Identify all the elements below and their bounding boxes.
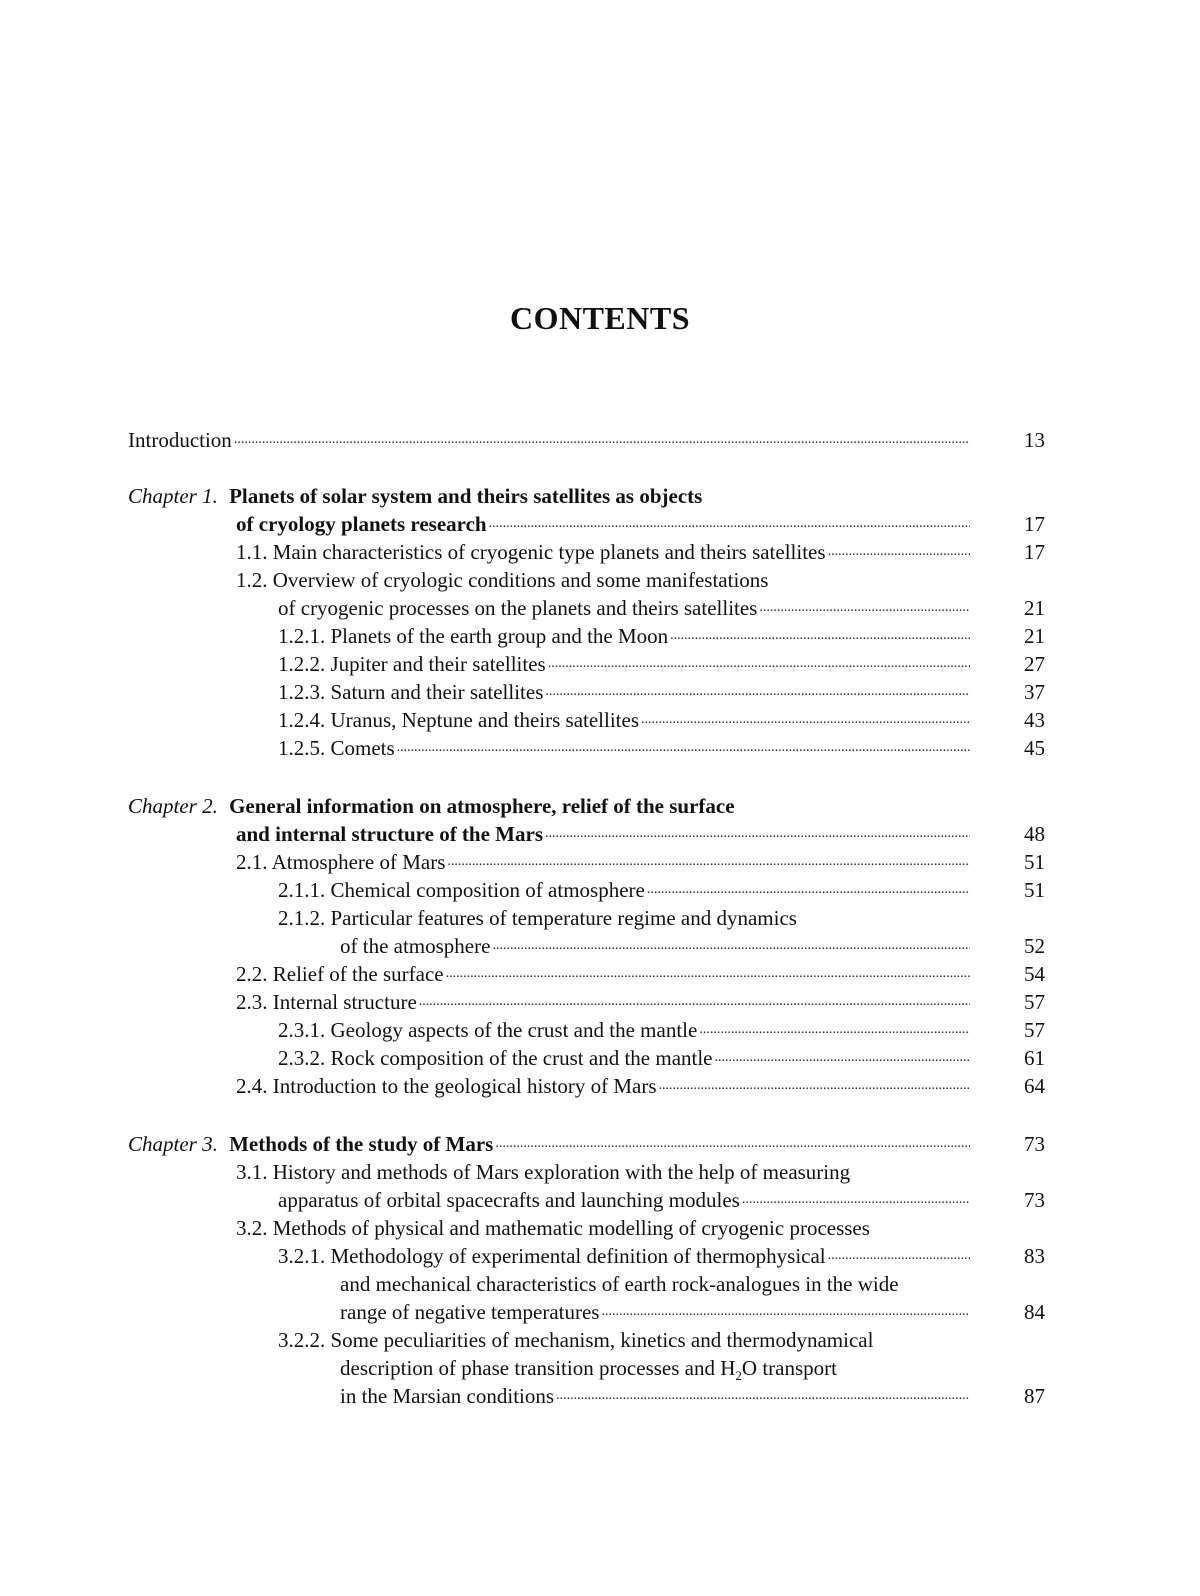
chapter-title: of cryology planets research xyxy=(236,510,487,538)
toc-page-number: 57 xyxy=(995,1016,1045,1044)
toc-entry xyxy=(236,960,970,988)
toc-entry-label: apparatus of orbital spacecrafts and launching modules xyxy=(278,1186,740,1214)
toc-entry xyxy=(340,1298,970,1326)
toc-page-number: 61 xyxy=(995,1044,1045,1072)
toc-entry-label: 1.2.4. Uranus, Neptune and theirs satellites xyxy=(278,706,639,734)
toc-entry-label: 3.2.1. Methodology of experimental definition of thermophysical xyxy=(278,1242,826,1270)
toc-entry-label: 1.1. Main characteristics of cryogenic type planets and theirs satellites xyxy=(236,538,826,566)
toc-entry-label: 2.1. Atmosphere of Mars xyxy=(236,848,445,876)
toc-entry: 3.2. Methods of physical and mathematic modelling of cryogenic processes xyxy=(236,1214,870,1242)
toc-entry xyxy=(278,1186,970,1214)
toc-page-number: 84 xyxy=(995,1298,1045,1326)
toc-entry xyxy=(278,1242,970,1270)
toc-entry: and mechanical characteristics of earth rock-analogues in the wide xyxy=(340,1270,899,1298)
toc-entry-label: 2.1.1. Chemical composition of atmosphere xyxy=(278,876,645,904)
toc-entry-label: 1.2.3. Saturn and their satellites xyxy=(278,678,543,706)
toc-entry xyxy=(278,876,970,904)
chapter-1-title-continued xyxy=(236,510,970,538)
chapter-2-title-continued xyxy=(236,820,970,848)
toc-entry-label: 2.3.1. Geology aspects of the crust and the mantle xyxy=(278,1016,697,1044)
toc-entry-h2o xyxy=(340,1354,837,1382)
toc-page-number: 87 xyxy=(995,1382,1045,1410)
toc-entry-label: in the Marsian conditions xyxy=(340,1382,554,1410)
toc-entry-label: description of phase transition processes and H xyxy=(340,1356,735,1380)
toc-page-number: 17 xyxy=(995,538,1045,566)
toc-entry: 1.2. Overview of cryologic conditions and some manifestations xyxy=(236,566,768,594)
chapter-2-heading xyxy=(128,792,735,820)
toc-page-number: 45 xyxy=(995,734,1045,762)
toc-page-number: 83 xyxy=(995,1242,1045,1270)
chapter-3-heading xyxy=(128,1130,970,1158)
chapter-label: Chapter 1. xyxy=(128,484,218,508)
toc-entry: 3.1. History and methods of Mars exploration with the help of measuring xyxy=(236,1158,850,1186)
toc-entry-label: 1.2.5. Comets xyxy=(278,734,395,762)
toc-page-number: 64 xyxy=(995,1072,1045,1100)
chapter-label: Chapter 3. xyxy=(128,1132,218,1156)
toc-page-number: 48 xyxy=(995,820,1045,848)
toc-page-number: 54 xyxy=(995,960,1045,988)
toc-entry xyxy=(278,594,970,622)
toc-page-number: 52 xyxy=(995,932,1045,960)
subscript: 2 xyxy=(735,1368,742,1383)
toc-page-number: 73 xyxy=(995,1186,1045,1214)
toc-entry-label: O transport xyxy=(742,1356,837,1380)
toc-entry-label: 2.4. Introduction to the geological history of Mars xyxy=(236,1072,657,1100)
toc-entry xyxy=(236,848,970,876)
toc-page-number: 21 xyxy=(995,622,1045,650)
toc-entry: 2.1.2. Particular features of temperature regime and dynamics xyxy=(278,904,797,932)
toc-entry xyxy=(278,650,970,678)
chapter-title: Planets of solar system and theirs satellites as objects xyxy=(229,484,702,508)
toc-entry-label: 2.3. Internal structure xyxy=(236,988,417,1016)
chapter-title: Methods of the study of Mars xyxy=(229,1132,493,1156)
table-of-contents xyxy=(0,0,1200,1596)
toc-entry-label: 1.2.2. Jupiter and their satellites xyxy=(278,650,546,678)
toc-entry-label: 2.2. Relief of the surface xyxy=(236,960,444,988)
toc-entry xyxy=(340,1382,970,1410)
chapter-title: General information on atmosphere, relief of the surface xyxy=(229,794,734,818)
toc-entry-introduction xyxy=(128,426,970,454)
toc-page-number: 57 xyxy=(995,988,1045,1016)
toc-entry xyxy=(236,1072,970,1100)
page-title: CONTENTS xyxy=(0,300,1200,337)
toc-page-number: 37 xyxy=(995,678,1045,706)
chapter-title: and internal structure of the Mars xyxy=(236,820,543,848)
toc-entry-label: of cryogenic processes on the planets and theirs satellites xyxy=(278,594,757,622)
toc-entry xyxy=(278,678,970,706)
toc-page-number: 17 xyxy=(995,510,1045,538)
toc-entry xyxy=(278,622,970,650)
toc-entry xyxy=(236,538,970,566)
toc-entry-label: of the atmosphere xyxy=(340,932,490,960)
toc-page-number: 27 xyxy=(995,650,1045,678)
toc-entry xyxy=(278,1016,970,1044)
toc-page-number: 51 xyxy=(995,848,1045,876)
toc-page-number: 51 xyxy=(995,876,1045,904)
toc-page-number: 73 xyxy=(995,1130,1045,1158)
toc-entry xyxy=(236,988,970,1016)
toc-page-number: 21 xyxy=(995,594,1045,622)
chapter-1-heading xyxy=(128,482,702,510)
toc-entry xyxy=(278,1044,970,1072)
toc-page-number: 43 xyxy=(995,706,1045,734)
toc-page-number: 13 xyxy=(995,426,1045,454)
toc-entry-label: 1.2.1. Planets of the earth group and the Moon xyxy=(278,622,668,650)
chapter-label: Chapter 2. xyxy=(128,794,218,818)
toc-entry-label: 2.3.2. Rock composition of the crust and the mantle xyxy=(278,1044,713,1072)
toc-entry-label: range of negative temperatures xyxy=(340,1298,599,1326)
toc-entry-label: Introduction xyxy=(128,426,232,454)
toc-entry xyxy=(278,734,970,762)
toc-entry xyxy=(340,932,970,960)
toc-entry: 3.2.2. Some peculiarities of mechanism, kinetics and thermodynamical xyxy=(278,1326,873,1354)
toc-entry xyxy=(278,706,970,734)
